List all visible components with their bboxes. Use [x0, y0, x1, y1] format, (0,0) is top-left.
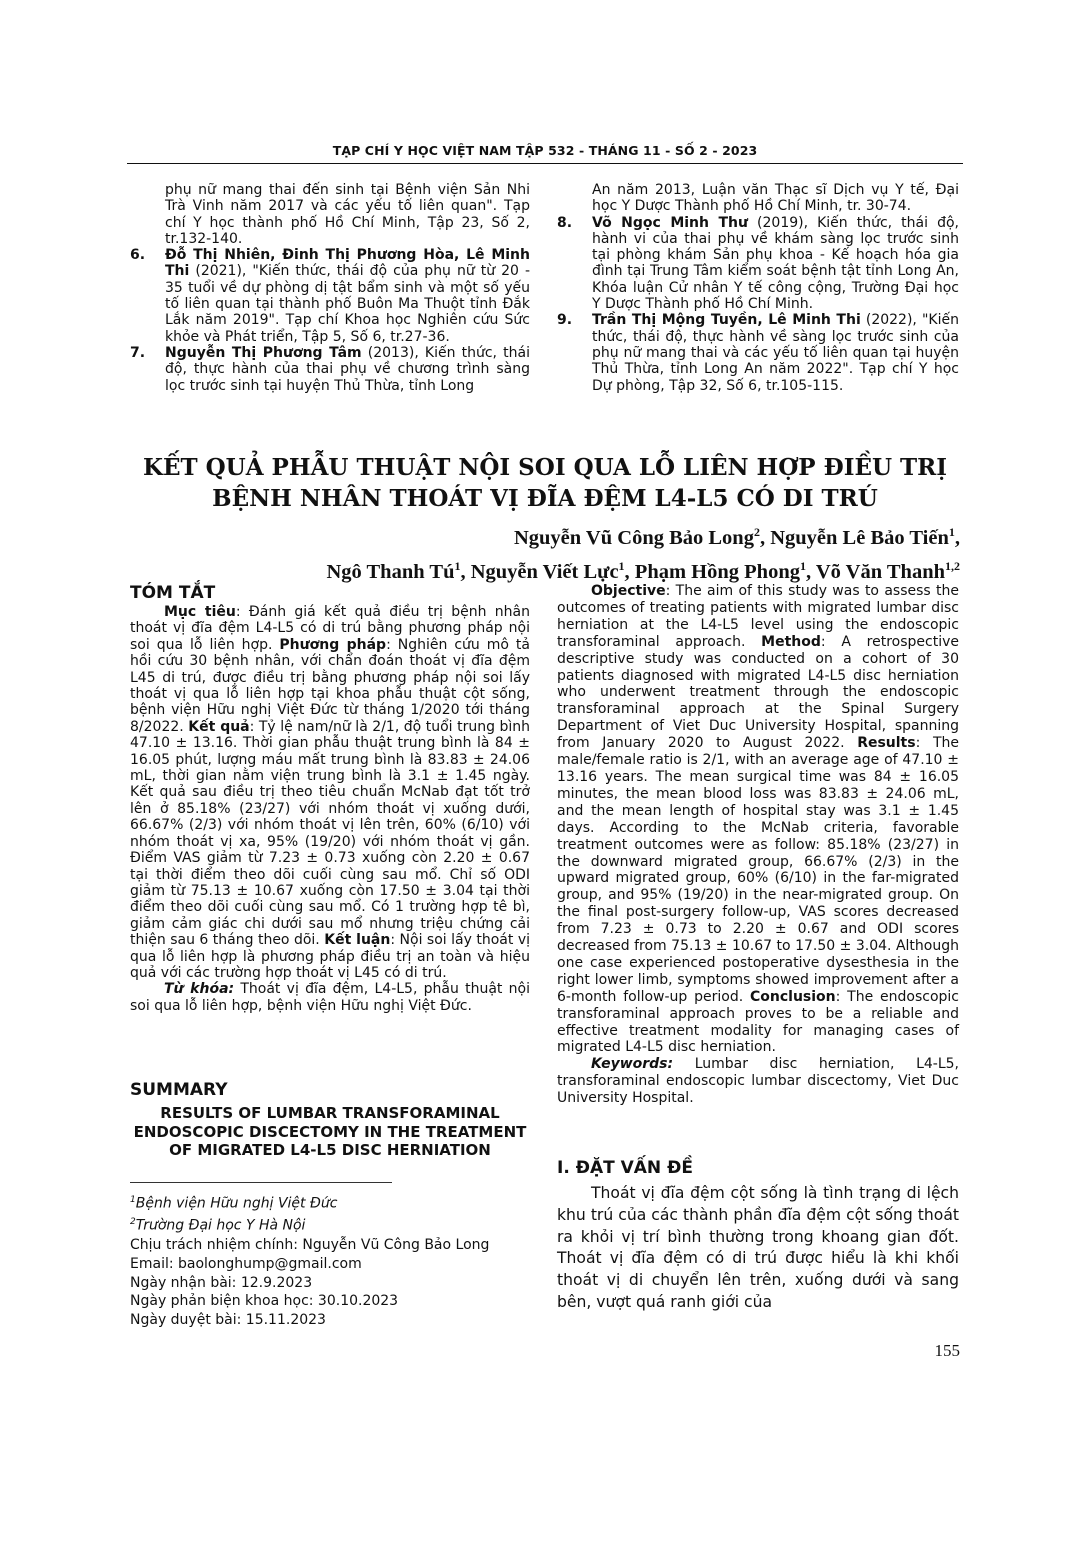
intro-paragraph: Thoát vị đĩa đệm cột sống là tình trạng di lệch khu trú của các thành phần đĩa đệm cột sống thoát ra khỏi vị trí bình thường trong khoang gian đốt. Thoát vị đĩa đệm có di trú được hiểu là khi khối thoát vị di chuyển lên trên, xuống dưới và sang bên, vượt quá ranh giới của	[557, 1184, 959, 1311]
reference-continuation: phụ nữ mang thai đến sinh tại Bệnh viện Sản Nhi Trà Vinh năm 2017 và các yếu tố liên quan". Tạp chí Y học thành phố Hồ Chí Minh, Tập 23, Số 2, tr.132-140.	[165, 182, 530, 247]
footnote-rule	[130, 1182, 392, 1183]
references-right	[557, 182, 959, 394]
reference-9: 9. Trần Thị Mộng Tuyền, Lê Minh Thi (2022), "Kiến thức, thái độ, thực hành về sàng lọc trước sinh của phụ nữ mang thai và các yếu tố liên quan tại huyện Thủ Thừa, tỉnh Long An năm 2022". Tạp chí Y học Dự phòng, Tập 32, Số 6, tr.105-115.	[557, 312, 959, 394]
footnotes: $^1$Bệnh viện Hữu nghị Việt Đức $^2$Trường Đại học Y Hà Nội Chịu trách nhiệm chính: Nguyễn Vũ Công Bảo Long Email: baolonghump@gmail.com Ngày nhận bài: 12.9.2023 Ngày phản biện khoa học: 30.10.2023 Ngày duyệt bài: 15.11.2023	[130, 1195, 490, 1329]
abstract-en: Objective: The aim of this study was to assess the outcomes of treating patients with migrated lumbar disc herniation at the L4-L5 level using the endoscopic transforaminal approach. Method: A retrospective descriptive study was conducted on a cohort of 30 patients diagnosed with migrated L4-L5 disc herniation who underwent treatment through the endoscopic transforaminal approach at the Spinal Surgery Department of Viet Duc University Hospital, spanning from January 2020 to August 2022. Results: The male/female ratio is 2/1, with an average age of 47.10 ± 13.16 years. The mean surgical time was 84 ± 16.05 minutes, the mean blood loss was 83.83 ± 24.06 mL, and the mean length of hospital stay was 3.1 ± 1.45 days. According to the McNab criteria, favorable treatment outcomes were as follow: 85.18% (23/27) in the downward migrated group, 66.67% (2/3) in the upward migrated group, 60% (6/10) in the far-migrated group, and 95% (19/20) in the near-migrated group. On the final post-surgery follow-up, VAS scores decreased from 7.23 ± 0.73 to 2.20 ± 0.67 and ODI scores decreased from 75.13 ± 10.67 to 17.50 ± 3.04. Although one case experienced postoperative dysesthesia in the right lower limb, symptoms showed improvement after a 6-month follow-up period. Conclusion: The endoscopic transforaminal approach proves to be a reliable and effective treatment modality for managing cases of migrated L4-L5 disc herniation. Keywords: Lumbar disc herniation, L4-L5, transforaminal endoscopic lumbar discectomy, Viet Duc University Hospital.	[557, 583, 960, 1107]
header-rule	[127, 163, 963, 164]
reference-7: 7. Nguyễn Thị Phương Tâm (2013), Kiến thức, thái độ, thực hành của thai phụ về chương trình sàng lọc trước sinh tại huyện Thủ Thừa, tỉnh Long	[130, 344, 530, 394]
summary-heading: SUMMARY	[130, 1080, 228, 1100]
keywords-en: Keywords: Lumbar disc herniation, L4-L5, transforaminal endoscopic lumbar discectomy, Viet Duc University Hospital.	[557, 1056, 959, 1107]
reference-8: 8. Võ Ngọc Minh Thư (2019), Kiến thức, thái độ, hành vi của thai phụ về khám sàng lọc trước sinh tại phòng khám Sản phụ khoa - Kế hoạch hóa gia đình tại Trung Tâm kiểm soát bệnh tật tỉnh Long An, Khóa luận Cử nhân Y tế công cộng, Trường Đại học Y Dược Thành phố Hồ Chí Minh.	[557, 214, 959, 313]
running-header: TẠP CHÍ Y HỌC VIỆT NAM TẬP 532 - THÁNG 11 - SỐ 2 - 2023	[332, 143, 758, 158]
author-list: Nguyễn Vũ Công Bảo Long$^2$, Nguyễn Lê Bảo Tiến$^1$, Ngô Thanh $Tú^1$, Nguyễn Viết Lực$^1$, Phạm Hồng Phong$^1$, Võ Văn Thanh$^{1,2}$	[326, 525, 960, 583]
reference-6: 6. Đỗ Thị Nhiên, Đinh Thị Phương Hòa, Lê Minh Thi (2021), "Kiến thức, thái độ của phụ nữ từ 20 - 35 tuổi về dự phòng dị tật bẩm sinh và một số yếu tố liên quan tại thành phố Buôn Ma Thuột tỉnh Đắk Lắk năm 2019". Tạp chí Khoa học Nghiên cứu Sức khỏe và Phát triển, Tập 5, Số 6, tr.27-36.	[130, 247, 530, 345]
section-heading-intro: I. ĐẶT VẤN ĐỀ	[557, 1158, 693, 1178]
abstract-heading-vi: TÓM TẮT	[130, 583, 216, 603]
summary-title: RESULTS OF LUMBAR TRANSFORAMINAL ENDOSCOPIC DISCECTOMY IN THE TREATMENT OF MIGRATED L4-L5 DISC HERNIATION	[133, 1104, 527, 1159]
keywords-vi: Từ khóa: Thoát vị đĩa đệm, L4-L5, phẫu thuật nội soi qua lỗ liên hợp, bệnh viện Hữu nghị Việt Đức.	[130, 981, 530, 1014]
page-number: 155	[934, 1341, 960, 1360]
article-title: KẾT QUẢ PHẪU THUẬT NỘI SOI QUA LỖ LIÊN HỢP ĐIỀU TRỊ BỆNH NHÂN THOÁT VỊ ĐĨA ĐỆM L4-L5 CÓ DI TRÚ	[142, 454, 948, 512]
abstract-vi: Mục tiêu: Đánh giá kết quả điều trị bệnh nhân thoát vị đĩa đệm L4-L5 có di trú bằng phương pháp nội soi qua lỗ liên hợp. Phương pháp: Nghiên cứu mô tả hồi cứu 30 bệnh nhân, với chẩn đoán thoát vị đĩa đệm L45 di trú, được điều trị bằng phương pháp nội soi lấy thoát vị qua lỗ liên hợp tại khoa phẫu thuật cột sống, bệnh viện Hữu nghị Việt Đức từ tháng 1/2020 tới tháng 8/2022. Kết quả: Tỷ lệ nam/nữ là 2/1, độ tuổi trung bình 47.10 ± 13.16. Thời gian phẫu thuật trung bình là 84 ± 16.05 phút, lượng máu mất trung bình là 83.83 ± 24.06 mL, thời gian nằm viện trung bình là 3.1 ± 1.45 ngày. Kết quả sau điều trị theo tiêu chuẩn McNab đạt tốt trở lên ở 85.18% (23/27) với nhóm thoát vị xuống dưới, 66.67% (2/3) với nhóm thoát vị lên trên, 60% (6/10) với nhóm thoát vị xa, 95% (19/20) với nhóm thoát vị gần. Điểm VAS giảm từ 7.23 ± 0.73 xuống còn 2.20 ± 0.67 tại thời điểm theo dõi cuối cùng sau mổ. Chỉ số ODI giảm từ 75.13 ± 10.67 xuống còn 17.50 ± 3.04 tại thời điểm theo dõi cuối cùng sau mổ. Có 1 trường hợp tê bì, giảm cảm giác chi dưới sau mổ nhưng triệu chứng cải thiện sau 6 tháng theo dõi. Kết luận: Nội soi lấy thoát vị qua lỗ liên hợp là phương pháp điều trị an toàn và hiệu quả với các trường hợp thoát vị L45 có di trú. Từ khóa: Thoát vị đĩa đệm, L4-L5, phẫu thuật nội soi qua lỗ liên hợp, bệnh viện Hữu nghị Việt Đức.	[130, 604, 530, 1014]
references-left	[130, 182, 530, 394]
reference-continuation: An năm 2013, Luận văn Thạc sĩ Dịch vụ Y tế, Đại học Y Dược Thành phố Hồ Chí Minh, tr. 30-74.	[592, 182, 959, 215]
